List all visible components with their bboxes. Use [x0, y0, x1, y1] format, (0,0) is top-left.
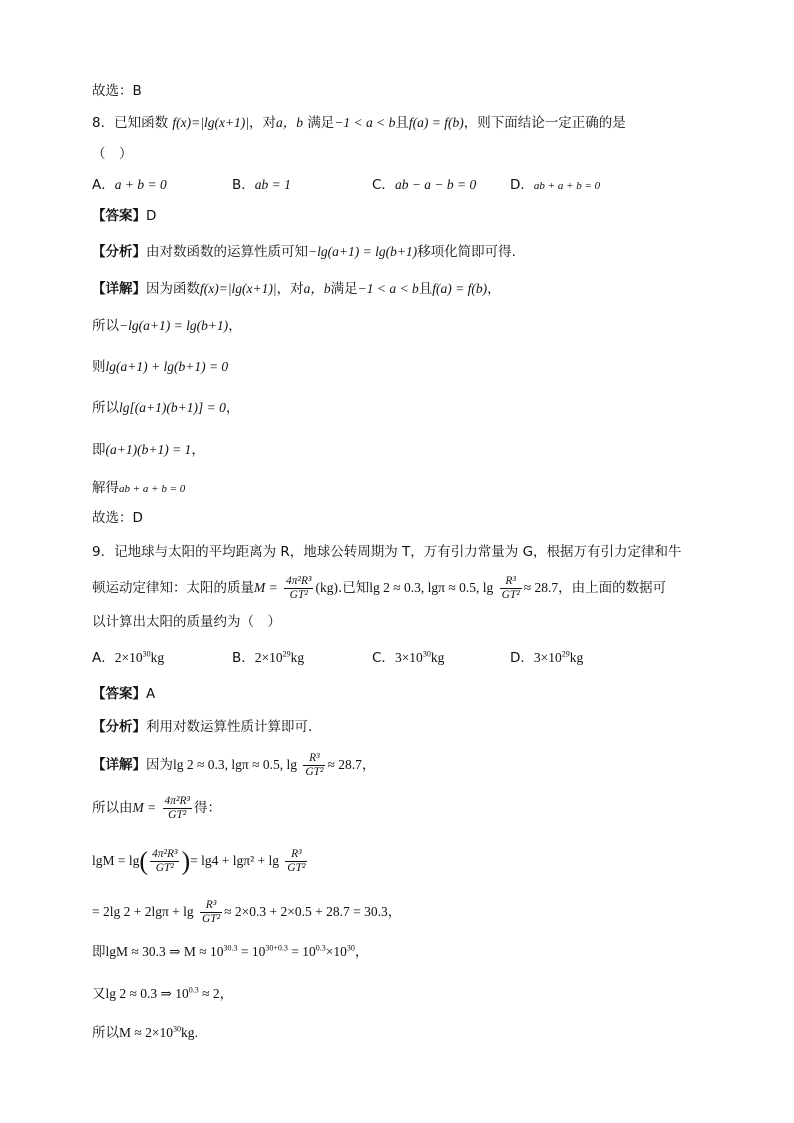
- q9-stem-line-3: 以计算出太阳的质量约为（ ）: [92, 614, 281, 630]
- q9-option-d: D．$3\times 10^{29}kg$: [510, 649, 584, 666]
- q8-number: 8．: [92, 115, 115, 131]
- r3-gt2-fraction: $\frac{\text{R³}}{\text{GT²}}$: [305, 752, 324, 778]
- q8-step-5: 解得ab + a + b = 0: [92, 480, 186, 496]
- q9-stem-line-1: 9．记地球与太阳的平均距离为 R，地球公转周期为 T，万有引力常量为 G，根据万有引力定律和牛: [92, 544, 682, 560]
- mass-formula-fraction: $\frac{\text{4π²R³}}{\text{GT²}}$: [286, 575, 312, 601]
- q8-step-4: 即(a+1)(b+1) = 1，: [92, 442, 205, 458]
- r3-gt2-fraction: $\frac{\text{R³}}{\text{GT²}}$: [201, 899, 221, 925]
- q9-option-b: B．$2\times 10^{29}kg$: [232, 649, 305, 666]
- q8-text: 且: [395, 115, 409, 131]
- q8-detail: 【详解】因为函数f(x)=|lg(x+1)|，对a，b满足−1 < a < b且f(a) = f(b)，: [92, 281, 501, 297]
- q8-paren: （ ）: [92, 146, 133, 162]
- q8-analysis: 【分析】由对数函数的运算性质可知−lg(a+1) = lg(b+1)移项化简即可得.: [92, 244, 516, 260]
- q8-step-1: 所以−lg(a+1) = lg(b+1)，: [92, 318, 242, 334]
- q9-answer: 【答案】A: [92, 686, 156, 702]
- q8-answer: 【答案】D: [92, 208, 157, 224]
- q9-option-a: A．$2\times 10^{30}kg$: [92, 649, 165, 666]
- q8-function: f(x)=|lg(x+1)|: [172, 115, 250, 130]
- prev-chosen: 故选：B: [92, 83, 142, 99]
- q8-condition: −1 < a < b: [334, 115, 396, 130]
- q8-chosen: 故选：D: [92, 510, 143, 526]
- q9-step-5: 又lg 2 ≈ 0.3 ⇒ $10^{0.3} \approx 2$，: [92, 985, 234, 1002]
- q8-vars: a，b: [276, 115, 304, 130]
- q9-detail: 【详解】因为lg 2 ≈ 0.3, lgπ ≈ 0.5, lg $\frac{\text{R³}}{\text{GT²}}$ ≈ 28.7，: [92, 752, 376, 778]
- q8-option-b: B．ab = 1: [232, 177, 291, 193]
- q9-step-3: = 2lg 2 + 2lgπ + lg $\frac{\text{R³}}{\text{GT²}}$ ≈ 2×0.3 + 2×0.5 + 28.7 = 30.3，: [92, 899, 402, 925]
- q8-text: 满足: [307, 115, 335, 131]
- r3-gt2-fraction: $\frac{\text{R³}}{\text{GT²}}$: [287, 848, 306, 874]
- q9-option-c: C．$3\times 10^{30}kg$: [372, 649, 445, 666]
- mass-formula-fraction: $\frac{\text{4π²R³}}{\text{GT²}}$: [164, 795, 190, 821]
- q8-lead: 已知函数: [114, 115, 169, 131]
- q9-step-1: 所以由M = $\frac{\text{4π²R³}}{\text{GT²}}$ 得：: [92, 795, 221, 821]
- q8-text: ，对: [249, 115, 277, 131]
- q8-option-d: D．ab + a + b = 0: [510, 177, 601, 193]
- q9-step-4: 即lgM ≈ 30.3 ⇒ $M \approx 10^{30.3} = 10^{30+0.3} = 10^{0.3}\times 10^{30}$，: [92, 943, 369, 960]
- q9-step-2: lgM = lg( $\frac{\text{4π²R³}}{\text{GT²}}$ )= lg4 + lgπ² + lg $\frac{\text{R³}}{\text{GT²}}$: [92, 846, 306, 876]
- q8-step-3: 所以lg[(a+1)(b+1)] = 0，: [92, 400, 240, 416]
- q9-stem-line-2: 顿运动定律知：太阳的质量M = $\frac{\text{4π²R³}}{\text{GT²}}$ (kg).已知lg 2 ≈ 0.3, lgπ ≈ 0.5, lg $\frac{\text{R³}}{\text{GT²}}$ ≈ 28.7，由上面的数据可: [92, 575, 667, 601]
- q9-step-6: 所以$M \approx 2\times 10^{30}kg$.: [92, 1024, 198, 1041]
- q8-option-a: A．a + b = 0: [92, 177, 167, 193]
- q8-option-c: C．ab − a − b = 0: [372, 177, 477, 193]
- q8-stem: [92, 113, 626, 133]
- r3-gt2-fraction: $\frac{\text{R³}}{\text{GT²}}$: [501, 575, 520, 601]
- q8-text: ，则下面结论一定正确的是: [463, 115, 626, 131]
- q8-equation: f(a) = f(b): [408, 115, 464, 130]
- q9-analysis: 【分析】利用对数运算性质计算即可.: [92, 719, 313, 735]
- mass-formula-fraction: $\frac{\text{4π²R³}}{\text{GT²}}$: [152, 848, 178, 874]
- q8-step-2: 则lg(a+1) + lg(b+1) = 0: [92, 359, 229, 375]
